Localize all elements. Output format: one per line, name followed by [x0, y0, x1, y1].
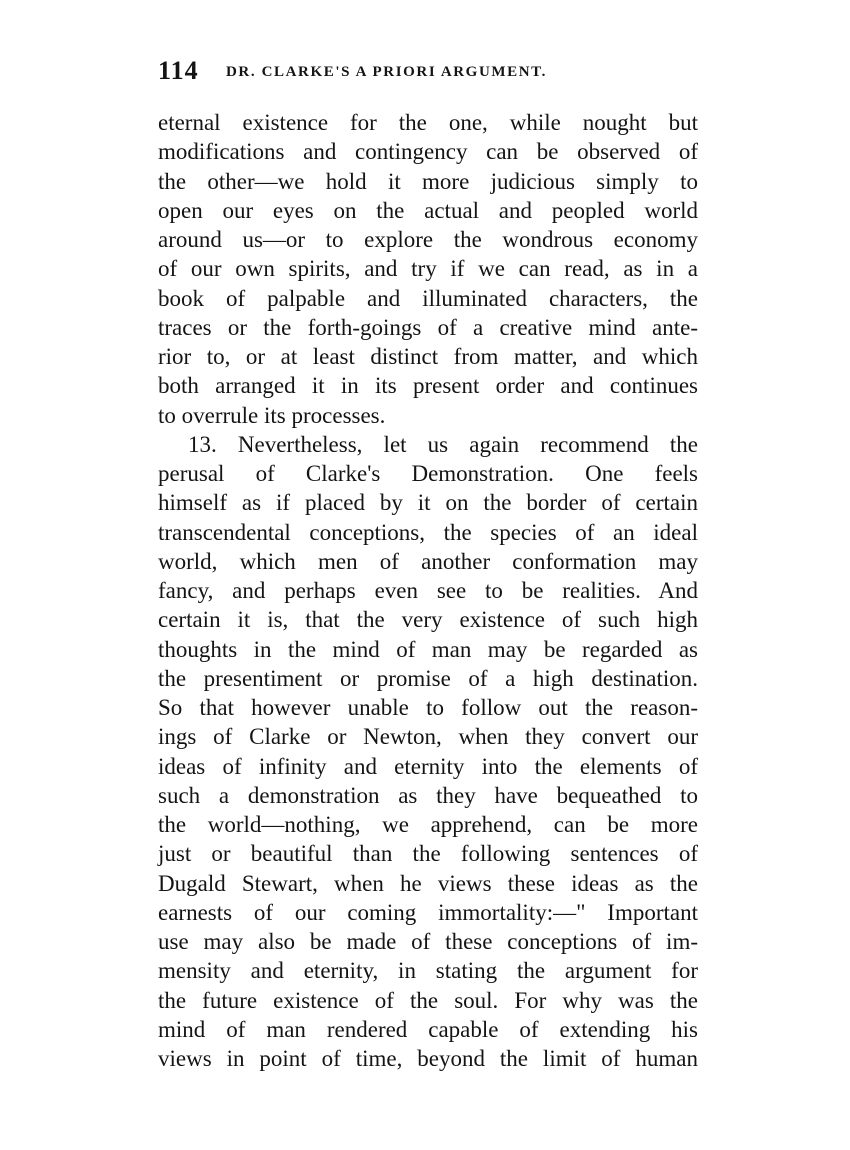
text-line: the future existence of the soul. For why was the [158, 987, 698, 1013]
text-line: earnests of our coming immortality:—" Important [158, 899, 698, 925]
text-line: world, which men of another conformation may [158, 548, 698, 574]
page-number: 114 [158, 56, 199, 85]
text-line: such a demonstration as they have bequeathed to [158, 782, 698, 808]
text-line: certain it is, that the very existence of such high [158, 607, 698, 633]
text-line: use may also be made of these conceptions of im- [158, 929, 698, 954]
text-line: the other—we hold it more judicious simply to [158, 168, 698, 194]
text-line: transcendental conceptions, the species of an ideal [158, 519, 698, 545]
text-line: the world—nothing, we apprehend, can be more [158, 812, 698, 837]
text-line: ings of Clarke or Newton, when they convert our [158, 724, 698, 750]
text-line: around us—or to explore the wondrous economy [158, 227, 698, 252]
text-line: both arranged it in its present order and continues [158, 373, 698, 399]
text-line: of our own spirits, and try if we can read, as in a [158, 256, 698, 282]
running-head: DR. CLARKE'S A PRIORI ARGUMENT. [226, 64, 548, 80]
text-line: Dugald Stewart, when he views these ideas as the [158, 870, 698, 896]
text-line: fancy, and perhaps even see to be realities. And [158, 578, 698, 603]
text-line: So that however unable to follow out the reason- [158, 695, 698, 720]
body-text [158, 108, 698, 1073]
page-header [158, 56, 698, 90]
text-line: mind of man rendered capable of extending his [158, 1016, 698, 1042]
text-line: perusal of Clarke's Demonstration. One feels [158, 461, 698, 486]
text-line: just or beautiful than the following sentences of [158, 841, 698, 867]
text-line: open our eyes on the actual and peopled world [158, 197, 698, 223]
text-line: traces or the forth-goings of a creative mind ante- [158, 314, 698, 340]
text-line: thoughts in the mind of man may be regarded as [158, 636, 698, 662]
text-line: himself as if placed by it on the border of certain [158, 490, 698, 516]
text-line: rior to, or at least distinct from matter, and which [158, 344, 698, 369]
paragraph-start-line: 13. Nevertheless, let us again recommend the [188, 431, 698, 457]
text-line: the presentiment or promise of a high destination. [158, 665, 698, 691]
paragraph-end-line: to overrule its processes. [158, 402, 386, 428]
text-line: modifications and contingency can be observed of [158, 139, 698, 165]
text-line: eternal existence for the one, while nought but [158, 110, 698, 135]
text-line: mensity and eternity, in stating the argument for [158, 958, 698, 984]
text-line: book of palpable and illuminated characters, the [158, 285, 698, 311]
text-line: views in point of time, beyond the limit of human [158, 1046, 698, 1071]
text-line: ideas of infinity and eternity into the elements of [158, 753, 698, 779]
